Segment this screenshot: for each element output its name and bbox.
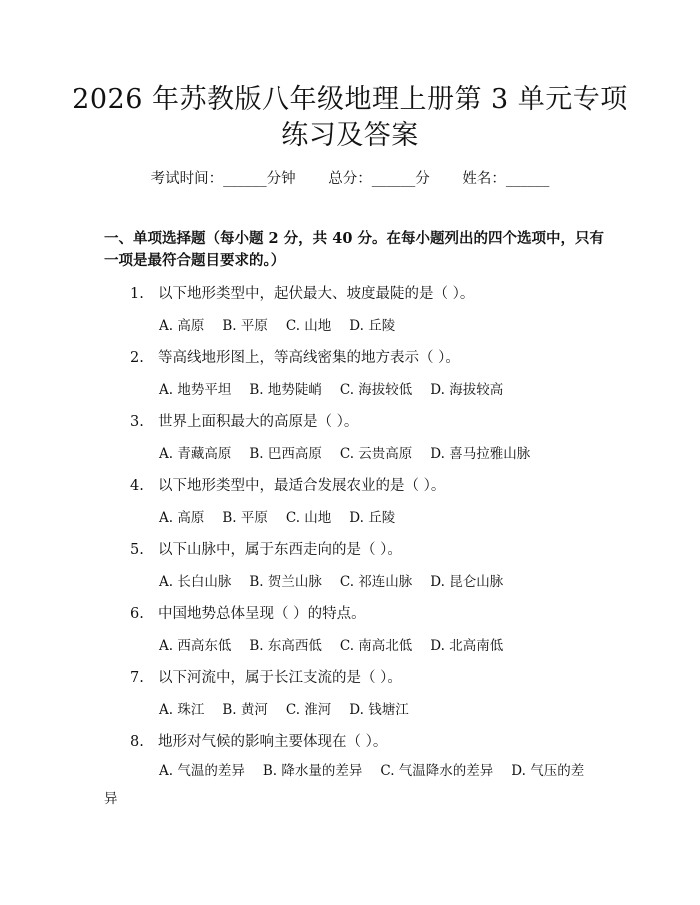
option-b: B. 平原 (222, 510, 268, 526)
option-b: B. 降水量的差异 (262, 763, 363, 779)
option-a: A. 珠江 (159, 702, 205, 718)
option-c: C. 淮河 (285, 702, 332, 718)
option-d: D. 海拔较高 (430, 382, 504, 398)
option-a: A. 长白山脉 (159, 574, 232, 590)
question-2 (130, 346, 460, 367)
option-b: B. 地势陡峭 (249, 382, 322, 398)
option-a: A. 高原 (159, 510, 205, 526)
question-6 (130, 602, 366, 623)
page-title-line-1: 2026 年苏教版八年级地理上册第 3 单元专项 (72, 84, 628, 115)
question-7 (130, 666, 402, 687)
question-text: 以下地形类型中，起伏最大、坡度最陡的是（ ）。 (158, 286, 475, 302)
question-3-options (159, 442, 548, 462)
question-6-options (159, 634, 521, 654)
question-text: 世界上面积最大的高原是（ ）。 (158, 414, 359, 430)
section-heading: 一、单项选择题（每小题 2 分，共 40 分。在每小题列出的四个选项中，只有一项是最符合题目要求的。） (104, 230, 604, 269)
option-d: D. 昆仑山脉 (430, 574, 504, 590)
option-d: D. 气压的差异 (104, 763, 585, 807)
option-d: D. 喜马拉雅山脉 (430, 446, 531, 462)
option-d: D. 丘陵 (349, 510, 396, 526)
question-8-options (104, 757, 588, 813)
question-4-options (159, 506, 413, 526)
option-b: B. 巴西高原 (249, 446, 322, 462)
question-number: 8. (130, 734, 144, 750)
option-d: D. 钱塘江 (349, 702, 409, 718)
option-c: C. 山地 (285, 510, 332, 526)
question-text: 以下地形类型中，最适合发展农业的是（ ）。 (158, 478, 446, 494)
option-d: D. 丘陵 (349, 318, 396, 334)
question-4 (130, 474, 445, 495)
student-name-field: 姓名：______ (462, 171, 550, 187)
option-b: B. 黄河 (222, 702, 268, 718)
question-text: 地形对气候的影响主要体现在（ ）。 (158, 734, 388, 750)
page-title-line-2: 练习及答案 (281, 120, 419, 151)
option-a: A. 青藏高原 (159, 446, 232, 462)
question-number: 7. (130, 670, 144, 686)
option-b: B. 贺兰山脉 (249, 574, 322, 590)
question-text: 中国地势总体呈现（ ）的特点。 (158, 606, 366, 622)
question-text: 等高线地形图上，等高线密集的地方表示（ ）。 (158, 350, 460, 366)
question-1 (130, 282, 474, 303)
question-number: 3. (130, 414, 144, 430)
option-c: C. 南高北低 (339, 638, 413, 654)
question-number: 2. (130, 350, 144, 366)
option-c: C. 祁连山脉 (339, 574, 413, 590)
option-c: C. 海拔较低 (339, 382, 413, 398)
exam-meta (0, 167, 700, 188)
question-3 (130, 410, 358, 431)
exam-time-field: 考试时间：______分钟 (150, 171, 296, 187)
option-c: C. 气温降水的差异 (380, 763, 494, 779)
option-c: C. 山地 (285, 318, 332, 334)
question-text: 以下河流中，属于长江支流的是（ ）。 (158, 670, 402, 686)
option-b: B. 东高西低 (249, 638, 322, 654)
option-c: C. 云贵高原 (339, 446, 413, 462)
option-d: D. 北高南低 (430, 638, 504, 654)
question-5-options (159, 570, 521, 590)
option-a: A. 气温的差异 (159, 763, 245, 779)
option-a: A. 地势平坦 (159, 382, 232, 398)
question-text: 以下山脉中，属于东西走向的是（ ）。 (158, 542, 402, 558)
question-number: 5. (130, 542, 144, 558)
question-2-options (159, 378, 521, 398)
question-5 (130, 538, 402, 559)
option-b: B. 平原 (222, 318, 268, 334)
question-number: 6. (130, 606, 144, 622)
question-number: 1. (130, 286, 144, 302)
total-score-field: 总分：______分 (328, 171, 430, 187)
option-a: A. 高原 (159, 318, 205, 334)
question-7-options (159, 698, 427, 718)
question-1-options (159, 314, 413, 334)
question-8 (130, 730, 387, 751)
option-a: A. 西高东低 (159, 638, 232, 654)
question-number: 4. (130, 478, 144, 494)
